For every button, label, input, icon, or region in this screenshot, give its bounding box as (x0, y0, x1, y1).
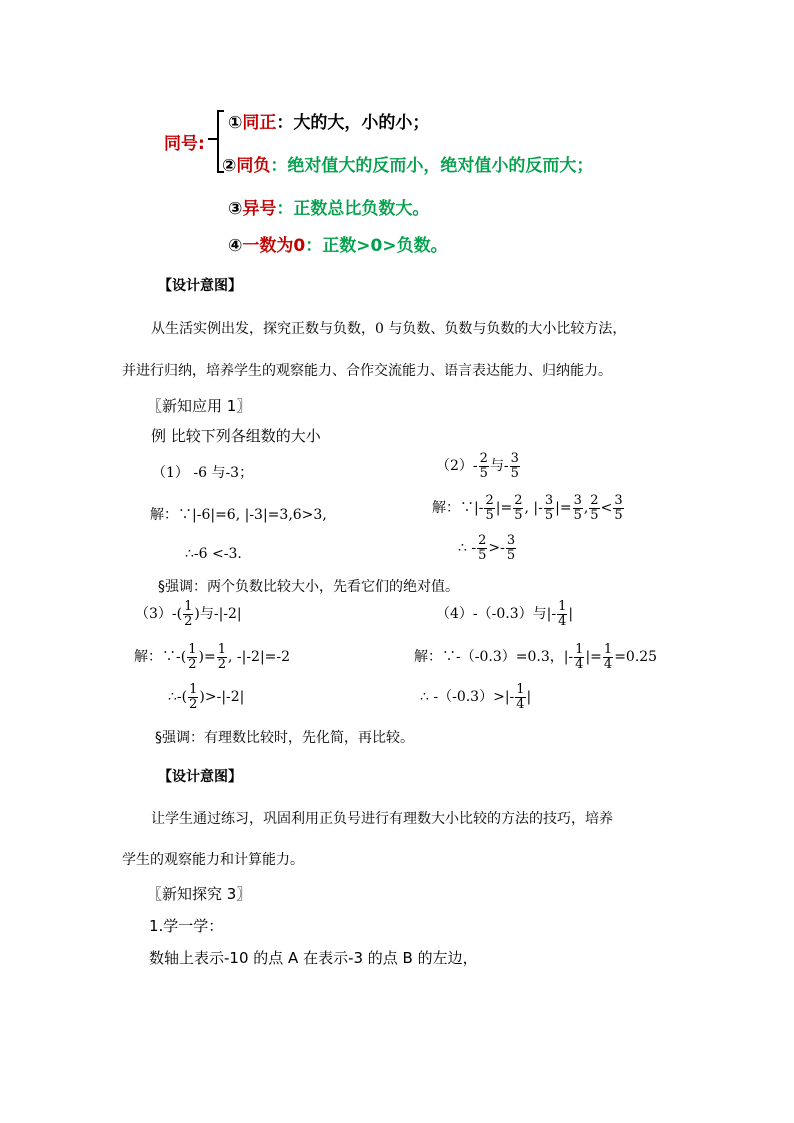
fraction: $\frac{1}{4}$ (558, 599, 567, 629)
fraction: $\frac{1}{2}$ (188, 642, 197, 672)
emphasis-2: §强调：有理数比较时，先化简，再比较。 (155, 730, 414, 746)
fraction: $\frac{3}{5}$ (510, 451, 519, 481)
solution-1: 解：∵|-6|=6, |-3|=3,6>3, (150, 507, 327, 523)
rule-same-positive: ①同正：大的大，小的小； (228, 113, 430, 133)
example-line: 例 比较下列各组数的大小 (151, 427, 321, 445)
fraction: $\frac{3}{5}$ (614, 493, 623, 523)
fraction: $\frac{1}{2}$ (217, 642, 226, 672)
same-sign-label: 同号: (164, 134, 205, 154)
problem-3: （3）-( $\frac{1}{2}$ )与-|-2| (135, 599, 242, 629)
fraction: $\frac{1}{2}$ (189, 682, 198, 712)
conclusion-1: ∴-6 <-3. (185, 546, 242, 562)
fraction: $\frac{3}{5}$ (544, 493, 554, 523)
fraction: $\frac{1}{4}$ (575, 642, 584, 672)
fraction: $\frac{1}{2}$ (184, 599, 193, 629)
fraction: $\frac{1}{4}$ (516, 682, 525, 712)
problem-2: （2）- $\frac{2}{5}$ 与- $\frac{3}{5}$ (436, 451, 519, 481)
explore-item-1: 1.学一学： (149, 917, 224, 935)
rule-same-negative: ②同负：绝对值大的反而小，绝对值小的反而大； (222, 156, 594, 176)
rule-one-zero: ④一数为0：正数>0>负数。 (228, 236, 448, 256)
problem-1: （1） -6 与-3； (152, 465, 254, 481)
fraction: $\frac{1}{4}$ (603, 642, 613, 672)
fraction: $\frac{3}{5}$ (506, 533, 516, 563)
fraction: $\frac{2}{5}$ (478, 533, 487, 563)
rule-different-sign: ③异号：正数总比负数大。 (228, 199, 430, 219)
design-intent-title-2: 【设计意图】 (158, 769, 242, 785)
explore-text: 数轴上表示-10 的点 A 在表示-3 的点 B 的左边， (149, 949, 478, 967)
fraction: $\frac{2}{5}$ (479, 451, 488, 481)
problem-4: （4）-（-0.3）与|- $\frac{1}{4}$ | (436, 599, 574, 629)
application-title: 〖新知应用 1〗 (147, 397, 252, 415)
design-intent-text-1a: 从生活实例出发，探究正数与负数，0 与负数、负数与负数的大小比较方法， (151, 321, 627, 337)
explore-title: 〖新知探究 3〗 (147, 885, 252, 903)
fraction: $\frac{3}{5}$ (573, 493, 582, 523)
fraction: $\frac{2}{5}$ (485, 493, 494, 523)
fraction: $\frac{2}{5}$ (590, 493, 599, 523)
design-intent-text-2b: 学生的观察能力和计算能力。 (122, 852, 304, 868)
fraction: $\frac{2}{5}$ (514, 493, 523, 523)
conclusion-2: ∴ - $\frac{2}{5}$ >- $\frac{3}{5}$ (458, 533, 516, 563)
design-intent-text-2a: 让学生通过练习，巩固利用正负号进行有理数大小比较的方法的技巧，培养 (151, 811, 613, 827)
solution-4: 解：∵-（-0.3）=0.3，|- $\frac{1}{4}$ |= $\frac{1}{4}$ =0.25 (414, 642, 658, 672)
conclusion-4: ∴ -（-0.3）>|- $\frac{1}{4}$ | (420, 682, 532, 712)
conclusion-3: ∴-( $\frac{1}{2}$ )>-|-2| (168, 682, 245, 712)
design-intent-title-1: 【设计意图】 (158, 278, 242, 294)
solution-3: 解：∵-( $\frac{1}{2}$ )= $\frac{1}{2}$ , -|-2|=-2 (134, 642, 291, 672)
solution-2: 解：∵|- $\frac{2}{5}$ |= $\frac{2}{5}$ , |- $\frac{3}{5}$ |= $\frac{3}{5}$ , $\frac{2}{5}$ < $\frac{3}{5}$ (432, 493, 623, 523)
design-intent-text-1b: 并进行归纳，培养学生的观察能力、合作交流能力、语言表达能力、归纳能力。 (122, 363, 612, 379)
emphasis-1: §强调：两个负数比较大小，先看它们的绝对值。 (158, 579, 459, 595)
